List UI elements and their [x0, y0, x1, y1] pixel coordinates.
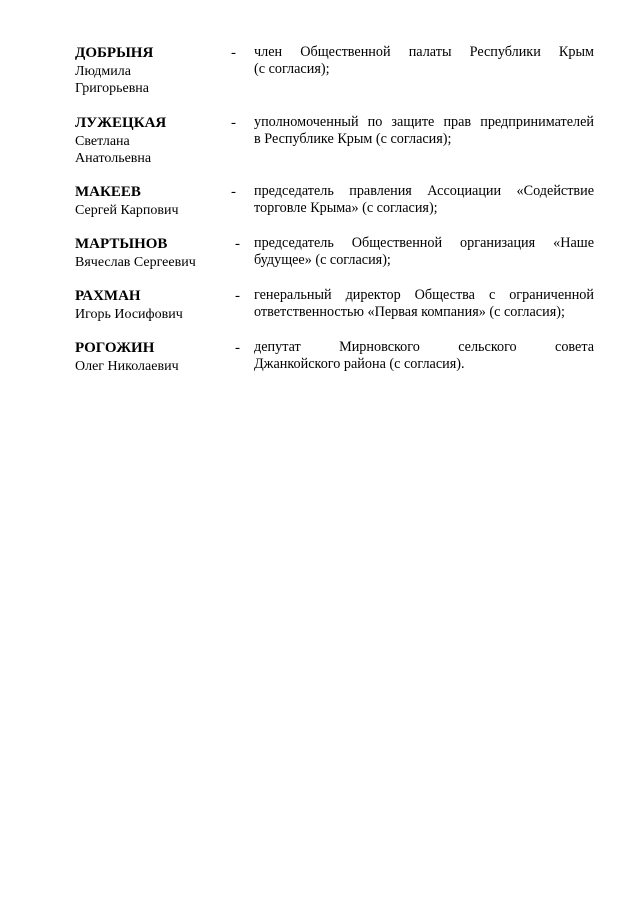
member-given-name-line: Игорь Иосифович: [75, 307, 183, 322]
member-description-line: уполномоченный по защите прав предпринимателей: [254, 114, 594, 130]
member-description-line: председатель Общественной организация «Наше: [254, 235, 594, 251]
member-given-name-line: Светлана: [75, 134, 130, 149]
member-surname: РАХМАН: [75, 288, 141, 304]
member-description: [254, 183, 594, 217]
member-description-line: депутат Мирновского сельского совета: [254, 339, 594, 355]
separator-dash: -: [235, 340, 240, 356]
member-description: [254, 114, 594, 148]
member-description-line: член Общественной палаты Республики Крым: [254, 44, 594, 60]
separator-dash: -: [235, 236, 240, 252]
member-surname: МАКЕЕВ: [75, 184, 141, 200]
member-given-name-line: Олег Николаевич: [75, 359, 179, 374]
member-given-name-line: Сергей Карпович: [75, 203, 179, 218]
separator-dash: -: [231, 184, 236, 200]
member-description-line: в Республике Крым (с согласия);: [254, 131, 452, 147]
member-description-line: ответственностью «Первая компания» (с согласия);: [254, 304, 565, 320]
member-description-line: (с согласия);: [254, 61, 330, 77]
member-patronymic-line: Григорьевна: [75, 81, 150, 96]
member-surname: ЛУЖЕЦКАЯ: [75, 115, 167, 131]
member-given-name-line: Вячеслав Сергеевич: [75, 255, 196, 270]
separator-dash: -: [235, 288, 240, 304]
member-description: [254, 235, 594, 269]
member-surname: ДОБРЫНЯ: [75, 45, 154, 61]
member-description-line: торговле Крыма» (с согласия);: [254, 200, 438, 216]
member-description-line: будущее» (с согласия);: [254, 252, 391, 268]
member-description-line: генеральный директор Общества с ограниченной: [254, 287, 594, 303]
member-description: [254, 287, 594, 321]
member-surname: МАРТЫНОВ: [75, 236, 168, 252]
separator-dash: -: [231, 115, 236, 131]
member-description: [254, 339, 594, 373]
member-patronymic-line: Анатольевна: [75, 151, 152, 166]
member-description-line: Джанкойского района (с согласия).: [254, 356, 465, 372]
member-surname: РОГОЖИН: [75, 340, 155, 356]
member-given-name-line: Людмила: [75, 64, 131, 79]
member-description: [254, 44, 594, 78]
member-description-line: председатель правления Ассоциации «Содействие: [254, 183, 594, 199]
separator-dash: -: [231, 45, 236, 61]
